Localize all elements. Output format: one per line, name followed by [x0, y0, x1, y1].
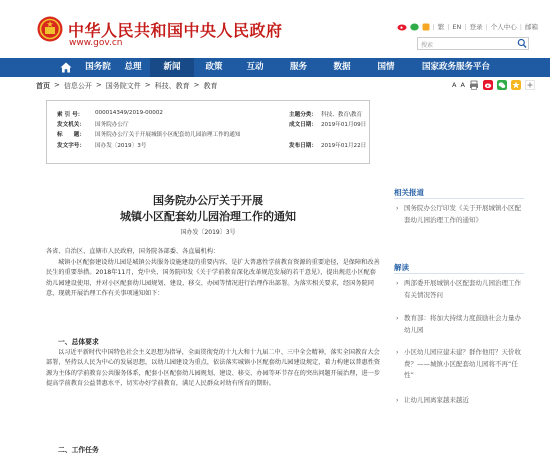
traditional-chinese-link[interactable]: 繁: [437, 23, 445, 31]
info-row-index: [57, 110, 163, 118]
breadcrumb-separator: >: [95, 81, 102, 89]
nav-item[interactable]: 服务: [289, 62, 307, 72]
article-paragraph: 城镇小区配套建设幼儿园是城镇公共服务设施建设的重要内容，是扩大普惠性学前教育资源的重要途径，是保障和改善民生的重要举措。2018年11月，党中央、国务院印发《关于学前教育深化改革规范发展的若干意见》，提出规范小区配套幼儿园建设使用，并对小区配套幼儿园规划、建设、移交、办园等情况进行治理作出部署。为落实相关要求，经国务院同意，现就开展治理工作有关事项通知如下：: [46, 259, 380, 298]
weibo-share-icon[interactable]: [483, 80, 493, 90]
font-size-button[interactable]: A: [452, 81, 457, 89]
bullet-icon: ›: [396, 396, 399, 404]
breadcrumb-education[interactable]: 教育: [203, 82, 218, 90]
breadcrumb-info-public[interactable]: 信息公开: [63, 82, 92, 90]
qzone-share-icon[interactable]: [511, 80, 521, 90]
document-info-table: [46, 100, 370, 164]
related-reports-heading: 相关报道: [394, 188, 424, 197]
info-label: 发文字号：: [57, 143, 85, 149]
article-title: [46, 193, 370, 225]
user-center-link[interactable]: 个人中心: [490, 23, 517, 31]
site-title[interactable]: 中华人民共和国中央人民政府: [68, 21, 283, 40]
article-title-line: 国务院办公厅关于开展: [153, 194, 263, 207]
nav-item[interactable]: 国情: [377, 62, 395, 72]
bullet-icon: ›: [396, 348, 399, 356]
info-label: 标 题：: [57, 132, 85, 138]
info-row-title: [57, 130, 240, 138]
info-value: 000014349/2019-00002: [95, 110, 163, 116]
related-report-link[interactable]: [396, 203, 524, 226]
wechat-icon[interactable]: [410, 23, 419, 31]
top-links: [397, 22, 539, 31]
nav-item[interactable]: 总理: [124, 62, 142, 72]
weibo-icon[interactable]: [397, 23, 407, 31]
article-paragraph: 以习近平新时代中国特色社会主义思想为指导，全面贯彻党的十九大和十九届二中、三中全会精神，落实全国教育大会部署，坚持以人民为中心的发展思想，以幼儿园建设为重点，依法落实城镇小区配套幼儿园建设规定，着力构建以普惠性资源为主体的学前教育公共服务体系，配套小区配套幼儿园规划、建设、移交、办园等环节存在的突出问题开展治理，进一步提高学前教育公益普惠水平，切实办好学前教育，满足人民群众对幼有所育的期盼。: [46, 349, 381, 388]
separator: |: [519, 22, 522, 31]
info-row-written-date: [289, 120, 366, 128]
bullet-icon: ›: [396, 279, 399, 287]
font-size-button[interactable]: A: [460, 81, 465, 89]
home-icon[interactable]: [60, 62, 72, 73]
interpretation-link[interactable]: [396, 313, 524, 336]
related-report-text[interactable]: 国务院办公厅印发《关于开展城镇小区配套幼儿园治理工作的通知》: [404, 204, 521, 224]
info-label: 主题分类：: [289, 112, 317, 118]
info-label: 发文机关：: [57, 122, 85, 128]
nav-item[interactable]: 政策: [205, 62, 223, 72]
info-row-category: [289, 110, 362, 118]
info-row-issuer: [57, 120, 129, 128]
interpretation-link[interactable]: [396, 278, 524, 301]
nav-item[interactable]: 国务院: [85, 62, 111, 72]
login-link[interactable]: 登录: [469, 23, 483, 31]
breadcrumb-separator: >: [144, 81, 151, 89]
interpretation-text[interactable]: 让幼儿园离家越来越近: [404, 396, 469, 404]
nav-item[interactable]: 新闻: [150, 58, 194, 77]
separator: |: [485, 22, 488, 31]
interpretation-text[interactable]: 小区幼儿园应建未建？群作他用？天价收费？——城镇小区配套幼儿园将不再“任性”: [404, 348, 521, 379]
info-value: 2019年01月22日: [321, 143, 367, 149]
site-header: [0, 0, 550, 58]
info-value: 2019年01月09日: [321, 122, 367, 128]
separator: |: [464, 22, 467, 31]
share-toolbar: [452, 80, 535, 90]
info-label: 索 引 号：: [57, 112, 84, 118]
article-title-line: 城镇小区配套幼儿园治理工作的通知: [120, 210, 296, 223]
wechat-share-icon[interactable]: [497, 80, 507, 90]
interpretation-link[interactable]: [396, 395, 524, 407]
breadcrumb-state-council-docs[interactable]: 国务院文件: [105, 82, 141, 90]
info-label: 发布日期：: [289, 143, 317, 149]
nav-items: [80, 58, 503, 77]
info-value: 科技、教育\教育: [321, 112, 363, 118]
info-value: 国务院办公厅关于开展城镇小区配套幼儿园治理工作的通知: [95, 132, 241, 138]
national-emblem-icon[interactable]: [37, 16, 63, 42]
more-share-icon[interactable]: [525, 80, 535, 90]
info-row-publish-date: [289, 141, 366, 149]
bullet-icon: ›: [396, 204, 399, 212]
info-value: 国务院办公厅: [95, 122, 129, 128]
separator: |: [447, 22, 450, 31]
main-nav: [0, 58, 550, 77]
article-section-heading: 一、总体要求: [58, 338, 99, 346]
breadcrumb-home[interactable]: 首页: [36, 82, 50, 90]
divider: [394, 198, 524, 199]
breadcrumb-science-education[interactable]: 科技、教育: [154, 82, 190, 90]
breadcrumb-separator: >: [193, 81, 200, 89]
info-row-doc-number: [57, 141, 146, 149]
nav-item[interactable]: 数据: [333, 62, 351, 72]
divider: [394, 273, 524, 274]
nav-item[interactable]: 互动: [246, 62, 264, 72]
separator: |: [432, 22, 435, 31]
info-label: 成文日期：: [289, 122, 317, 128]
info-value: 国办发〔2019〕3号: [95, 143, 147, 149]
interpretation-text[interactable]: 两部委开展城镇小区配套幼儿园治理工作有关情况答问: [404, 279, 521, 299]
breadcrumb-separator: >: [54, 81, 60, 89]
nav-item[interactable]: 国家政务服务平台: [421, 62, 490, 72]
site-url[interactable]: www.gov.cn: [69, 38, 123, 48]
bullet-icon: ›: [396, 314, 399, 322]
article-section-heading: 二、工作任务: [58, 446, 99, 454]
breadcrumb: [36, 81, 218, 91]
interpretation-heading: 解读: [394, 263, 409, 272]
interpretation-text[interactable]: 教育部：将加大持续力度鼓励社会力量办幼儿园: [404, 314, 521, 334]
print-icon[interactable]: [469, 80, 479, 90]
accessibility-icon[interactable]: [422, 23, 430, 31]
mailbox-link[interactable]: 邮箱: [525, 23, 538, 31]
search-input[interactable]: 搜索: [417, 37, 529, 50]
search-icon[interactable]: [517, 38, 527, 49]
interpretation-link[interactable]: [396, 347, 524, 382]
article-doc-number: 国办发〔2019〕3号: [180, 229, 236, 236]
article-salutation: 各省、自治区、直辖市人民政府，国务院各部委、各直属机构：: [46, 248, 220, 255]
english-link[interactable]: EN: [452, 22, 462, 31]
